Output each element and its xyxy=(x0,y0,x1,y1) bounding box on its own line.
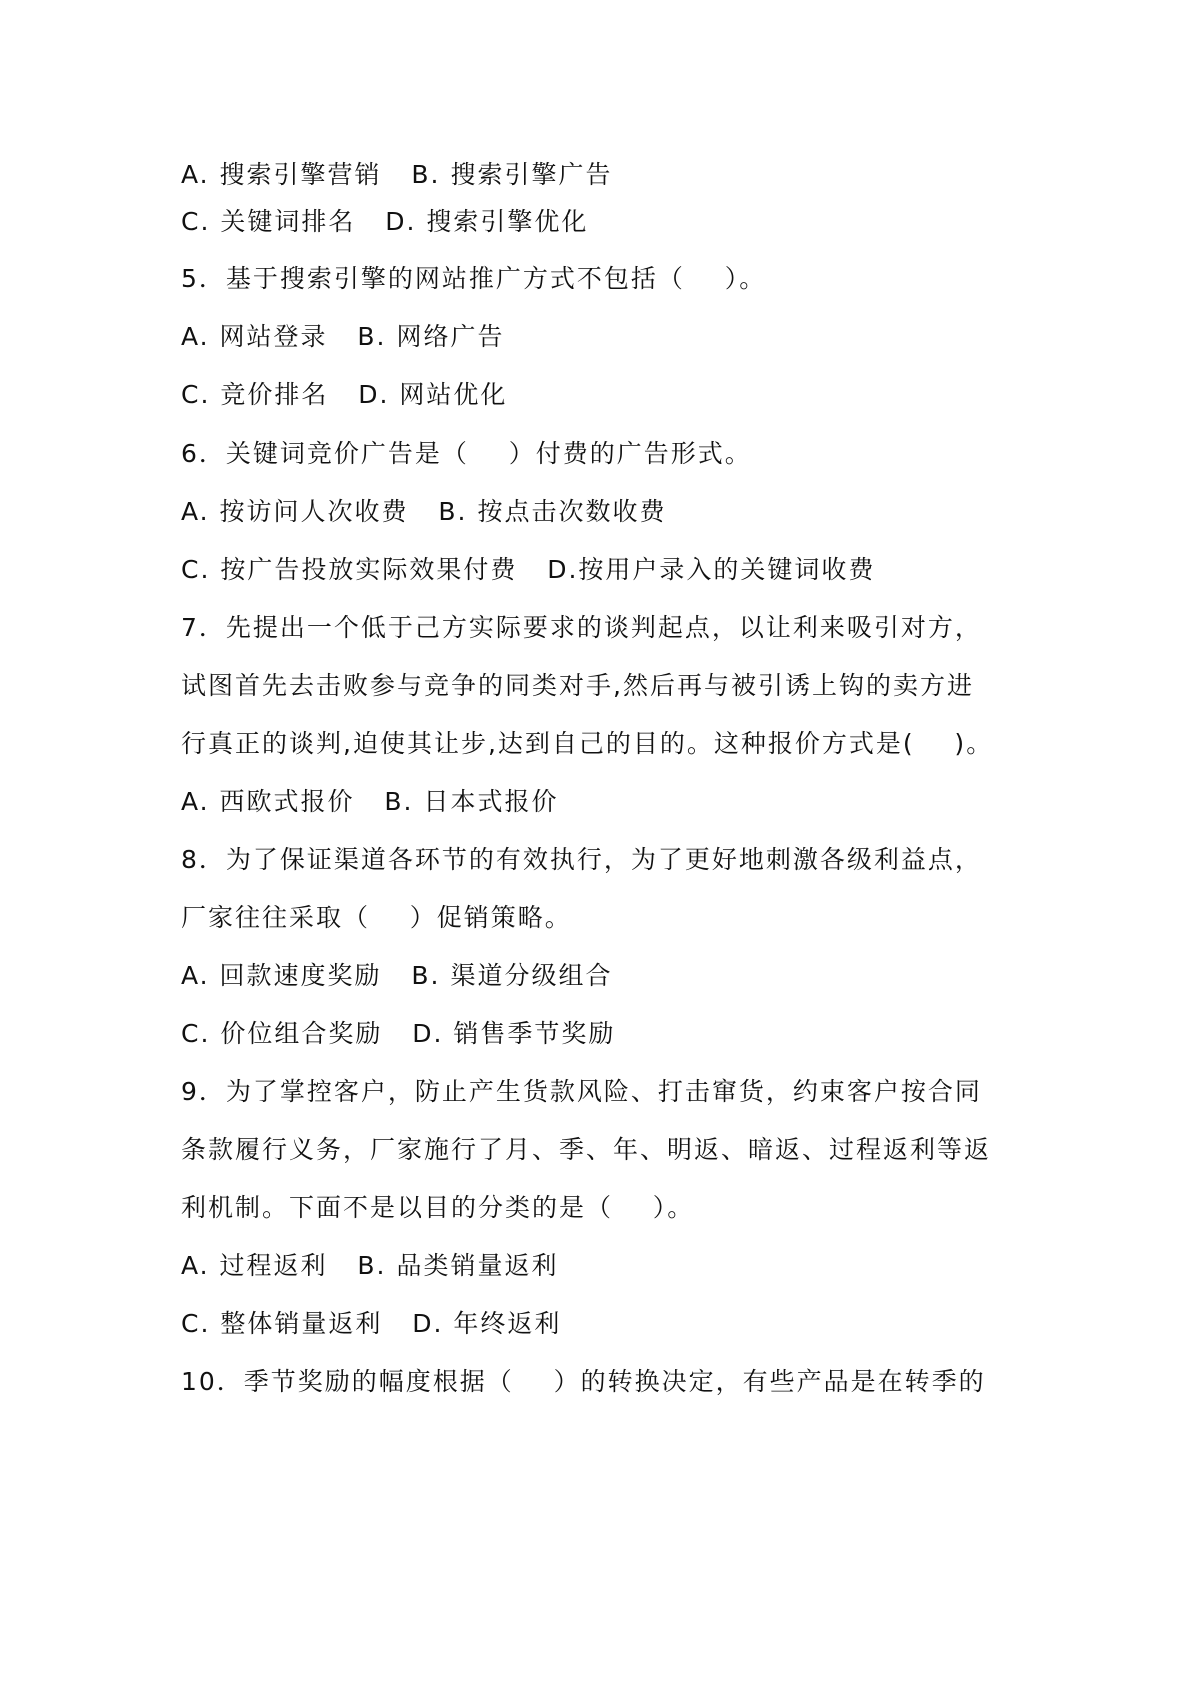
option-line-9ab: A. 过程返利 B. 品类销量返利 xyxy=(181,1251,559,1280)
question-9-line-2: 条款履行义务，厂家施行了月、季、年、明返、暗返、过程返利等返 xyxy=(181,1135,992,1164)
question-7-line-2: 试图首先去击败参与竞争的同类对手,然后再与被引诱上钩的卖方进 xyxy=(181,671,974,700)
option-line-4ab: A. 搜索引擎营销 B. 搜索引擎广告 xyxy=(181,160,613,189)
question-5: 5．基于搜索引擎的网站推广方式不包括（ ）。 xyxy=(181,264,767,293)
question-7-line-3: 行真正的谈判,迫使其让步,达到自己的目的。这种报价方式是( )。 xyxy=(181,729,994,758)
option-line-6cd: C. 按广告投放实际效果付费 D.按用户录入的关键词收费 xyxy=(181,555,876,584)
question-8-line-1: 8．为了保证渠道各环节的有效执行，为了更好地刺激各级利益点， xyxy=(181,845,982,874)
option-line-5cd: C. 竞价排名 D. 网站优化 xyxy=(181,380,508,409)
question-7-line-1: 7．先提出一个低于己方实际要求的谈判起点，以让利来吸引对方， xyxy=(181,613,982,642)
option-line-6ab: A. 按访问人次收费 B. 按点击次数收费 xyxy=(181,497,667,526)
option-line-5ab: A. 网站登录 B. 网络广告 xyxy=(181,322,505,351)
question-9-line-3: 利机制。下面不是以目的分类的是（ ）。 xyxy=(181,1193,695,1222)
option-line-8cd: C. 价位组合奖励 D. 销售季节奖励 xyxy=(181,1019,616,1048)
option-line-9cd: C. 整体销量返利 D. 年终返利 xyxy=(181,1309,562,1338)
question-9-line-1: 9．为了掌控客户，防止产生货款风险、打击窜货，约束客户按合同 xyxy=(181,1077,982,1106)
question-6: 6．关键词竞价广告是（ ）付费的广告形式。 xyxy=(181,439,752,468)
option-line-7ab: A. 西欧式报价 B. 日本式报价 xyxy=(181,787,559,816)
question-10-line-1: 10．季节奖励的幅度根据（ ）的转换决定，有些产品是在转季的 xyxy=(181,1367,986,1396)
question-8-line-2: 厂家往往采取（ ）促销策略。 xyxy=(181,903,572,932)
option-line-4cd: C. 关键词排名 D. 搜索引擎优化 xyxy=(181,207,589,236)
option-line-8ab: A. 回款速度奖励 B. 渠道分级组合 xyxy=(181,961,613,990)
